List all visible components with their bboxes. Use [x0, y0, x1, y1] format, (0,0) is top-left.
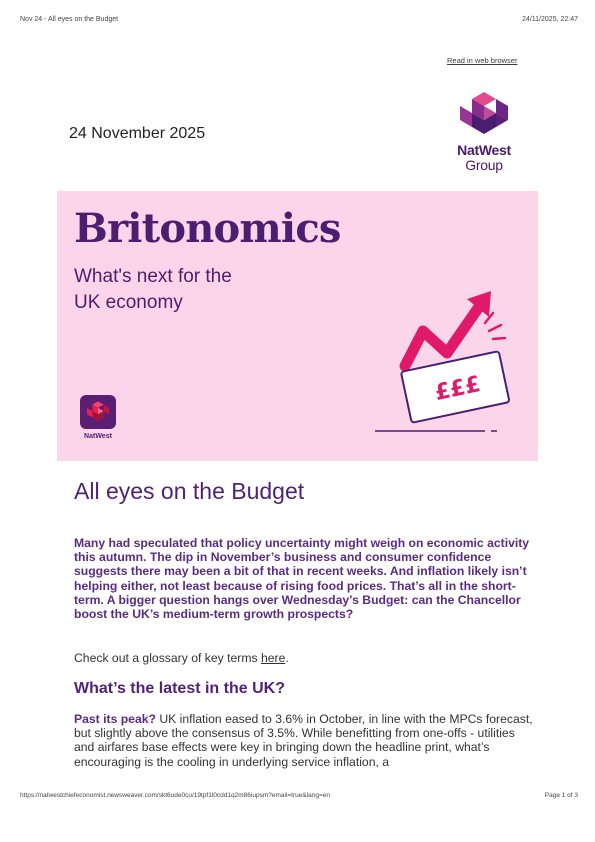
banner-subtitle-line2: UK economy — [74, 292, 183, 313]
natwest-group-logo — [452, 92, 516, 173]
paragraph-text: UK inflation eased to 3.6% in October, in line with the MPCs forecast, but slightly above the consensus of 3.5%. While benefitting from one-offs - utilities and airfares base effects were key in bringing down the headline print, what’s encouraging is the cooling in underlying service inflation, a — [74, 712, 533, 769]
newsletter-date: 24 November 2025 — [69, 125, 206, 142]
banner-title: Britonomics — [74, 205, 341, 252]
paragraph-lead: Past its peak? — [74, 712, 156, 726]
print-footer-page-number: Page 1 of 3 — [544, 792, 578, 799]
banner-natwest-logo — [80, 395, 116, 440]
section-heading-uk-latest: What’s the latest in the UK? — [74, 680, 285, 697]
print-footer-url: https://natwestchiefeconomist.newsweaver.com/skt6ude0cu/19tpf1l0cdd1q2m86iupsm?email=true&lang=en — [20, 792, 331, 799]
glossary-here-link[interactable]: here — [260, 651, 286, 665]
natwest-cube-icon — [86, 401, 110, 423]
banner-subtitle — [74, 264, 314, 316]
inflation-paragraph — [74, 712, 538, 769]
article-title: All eyes on the Budget — [74, 478, 305, 504]
banner-logo-label: NatWest — [84, 433, 112, 440]
banner-subtitle-line1: What's next for the — [74, 266, 232, 287]
read-in-web-browser-link[interactable]: Read in web browser — [447, 56, 518, 65]
banner-card-text: £££ — [432, 372, 483, 407]
article-intro: Many had speculated that policy uncertainty might weigh on economic activity this autumn. The dip in November’s business and consumer confidence suggests there may been a bit of that in recent weeks. And inflation likely isn’t helping either, not least because of rising food prices. That’s all in the short-term. A bigger question hangs over Wednesday’s Budget: can the Chancellor boost the UK’s medium-term growth prospects? — [74, 536, 530, 622]
logo-wordmark-natwest: NatWest — [457, 142, 511, 158]
print-header-timestamp: 24/11/2025, 22:47 — [522, 16, 578, 23]
britonomics-banner — [57, 191, 538, 461]
banner-logo-badge — [80, 395, 116, 429]
rising-arrow-pounds-icon — [365, 291, 535, 441]
logo-wordmark-group: Group — [465, 157, 503, 173]
print-header-title: Nov 24 - All eyes on the Budget — [20, 16, 119, 23]
glossary-suffix: . — [285, 651, 289, 665]
glossary-line — [74, 651, 289, 665]
natwest-cube-icon — [458, 92, 510, 138]
glossary-prefix: Check out a glossary of key terms — [74, 651, 261, 665]
